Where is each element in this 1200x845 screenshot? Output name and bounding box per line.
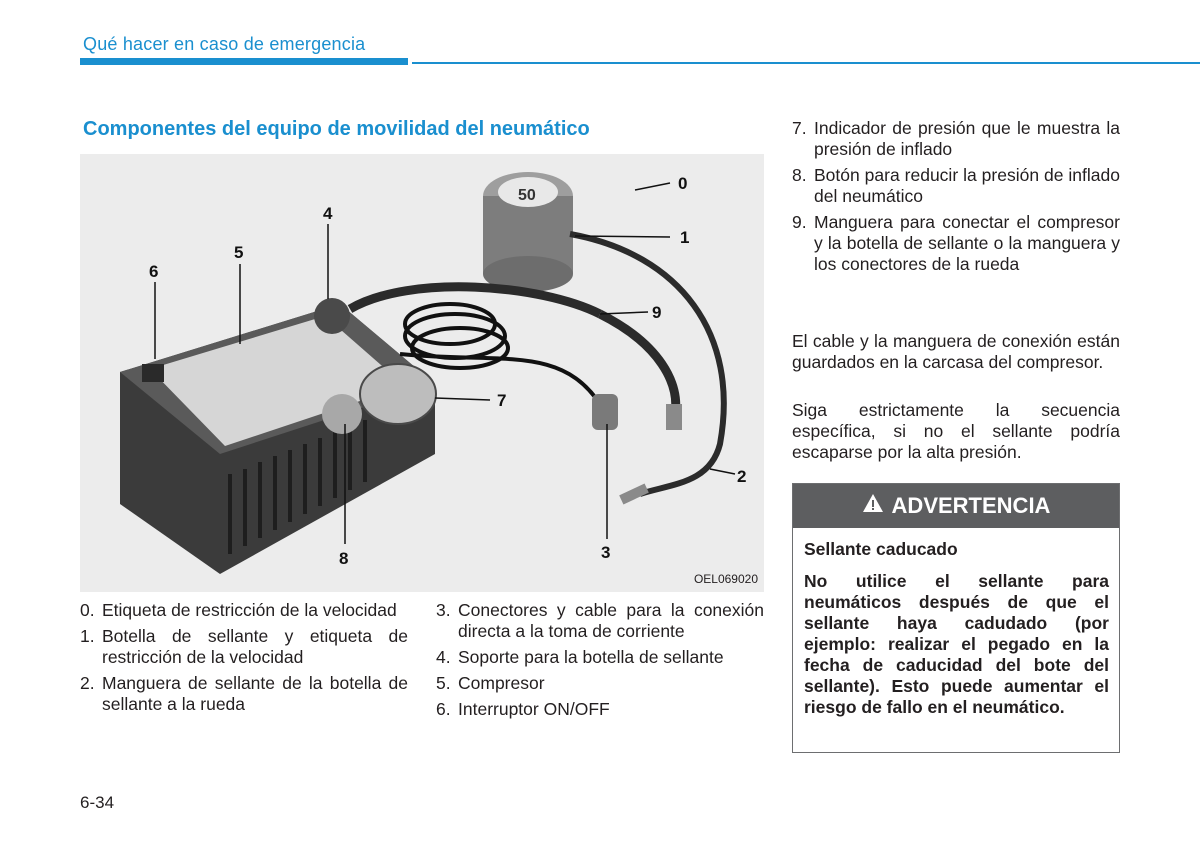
item-number: 3. <box>436 600 451 620</box>
callout-1: 1 <box>680 228 690 247</box>
warning-triangle-icon <box>862 493 884 519</box>
figure-code: OEL069020 <box>693 572 758 586</box>
callout-6: 6 <box>149 262 159 281</box>
item-number: 0. <box>80 600 95 620</box>
tire-mobility-kit-figure <box>80 154 764 592</box>
warning-subtitle: Sellante caducado <box>804 539 958 559</box>
bottle-holder <box>314 298 350 334</box>
warning-header <box>793 484 1119 528</box>
header-rule-thin <box>412 62 1200 64</box>
item-number: 8. <box>792 165 807 185</box>
deflate-button <box>322 394 362 434</box>
component-list-right <box>792 118 1120 280</box>
item-text: Botón para reducir la presión de inflado del neumático <box>814 165 1120 206</box>
sealant-hose <box>570 234 724 494</box>
running-header: Qué hacer en caso de emergencia <box>83 34 366 54</box>
page-number: 6-34 <box>80 793 115 812</box>
callout-4: 4 <box>323 204 333 223</box>
item-text: Indicador de presión que le muestra la presión de inflado <box>814 118 1120 159</box>
item-number: 1. <box>80 626 95 646</box>
component-list-left <box>80 600 408 720</box>
item-text: Soporte para la botella de sellante <box>458 647 724 667</box>
list-item <box>792 212 1120 275</box>
list-item <box>792 165 1120 207</box>
callout-5: 5 <box>234 243 244 262</box>
warning-body: No utilice el sellante para neumáticos después de que el sellante haya cadudado (por ejemplo: realizar el pegado en la fecha de caducidad del bote del sellante). Esto puede aumentar el riesgo de fallo en el neumático. <box>804 571 1109 717</box>
item-text: Botella de sellante y etiqueta de restricción de la velocidad <box>102 626 408 667</box>
item-number: 9. <box>792 212 807 232</box>
list-item <box>436 647 764 668</box>
speed-limit-label: 50 <box>518 187 536 204</box>
callout-3: 3 <box>601 543 611 562</box>
list-item <box>436 699 764 720</box>
power-switch <box>142 364 164 382</box>
item-number: 2. <box>80 673 95 693</box>
power-plug <box>592 394 618 430</box>
item-number: 7. <box>792 118 807 138</box>
header-rule-thick <box>80 58 408 65</box>
warning-box <box>792 483 1120 753</box>
storage-note: El cable y la manguera de conexión están guardados en la carcasa del compresor. <box>792 331 1120 372</box>
item-text: Conectores y cable para la conexión directa a la toma de corriente <box>458 600 764 641</box>
list-item <box>436 600 764 642</box>
item-text: Interruptor ON/OFF <box>458 699 610 719</box>
item-number: 5. <box>436 673 451 693</box>
component-list-middle <box>436 600 764 725</box>
list-item <box>80 626 408 668</box>
connection-hose <box>350 287 600 314</box>
kit-illustration <box>80 154 764 592</box>
list-item <box>80 673 408 715</box>
item-text: Etiqueta de restricción de la velocidad <box>102 600 397 620</box>
warning-title: ADVERTENCIA <box>891 493 1051 518</box>
callout-9: 9 <box>652 303 662 322</box>
item-text: Manguera para conectar el compresor y la botella de sellante o la manguera y los conectores de la rueda <box>814 212 1120 274</box>
item-text: Manguera de sellante de la botella de sellante a la rueda <box>102 673 408 714</box>
callout-2: 2 <box>737 467 747 486</box>
item-number: 6. <box>436 699 451 719</box>
list-item <box>80 600 408 621</box>
callout-8: 8 <box>339 549 349 568</box>
sequence-note: Siga estrictamente la secuencia específica, si no el sellante podría escaparse por la alta presión. <box>792 400 1120 462</box>
callout-0: 0 <box>678 174 688 193</box>
list-item <box>792 118 1120 160</box>
list-item <box>436 673 764 694</box>
section-title: Componentes del equipo de movilidad del neumático <box>83 118 590 140</box>
item-number: 4. <box>436 647 451 667</box>
callout-7: 7 <box>497 391 507 410</box>
item-text: Compresor <box>458 673 545 693</box>
pressure-gauge <box>360 364 436 424</box>
